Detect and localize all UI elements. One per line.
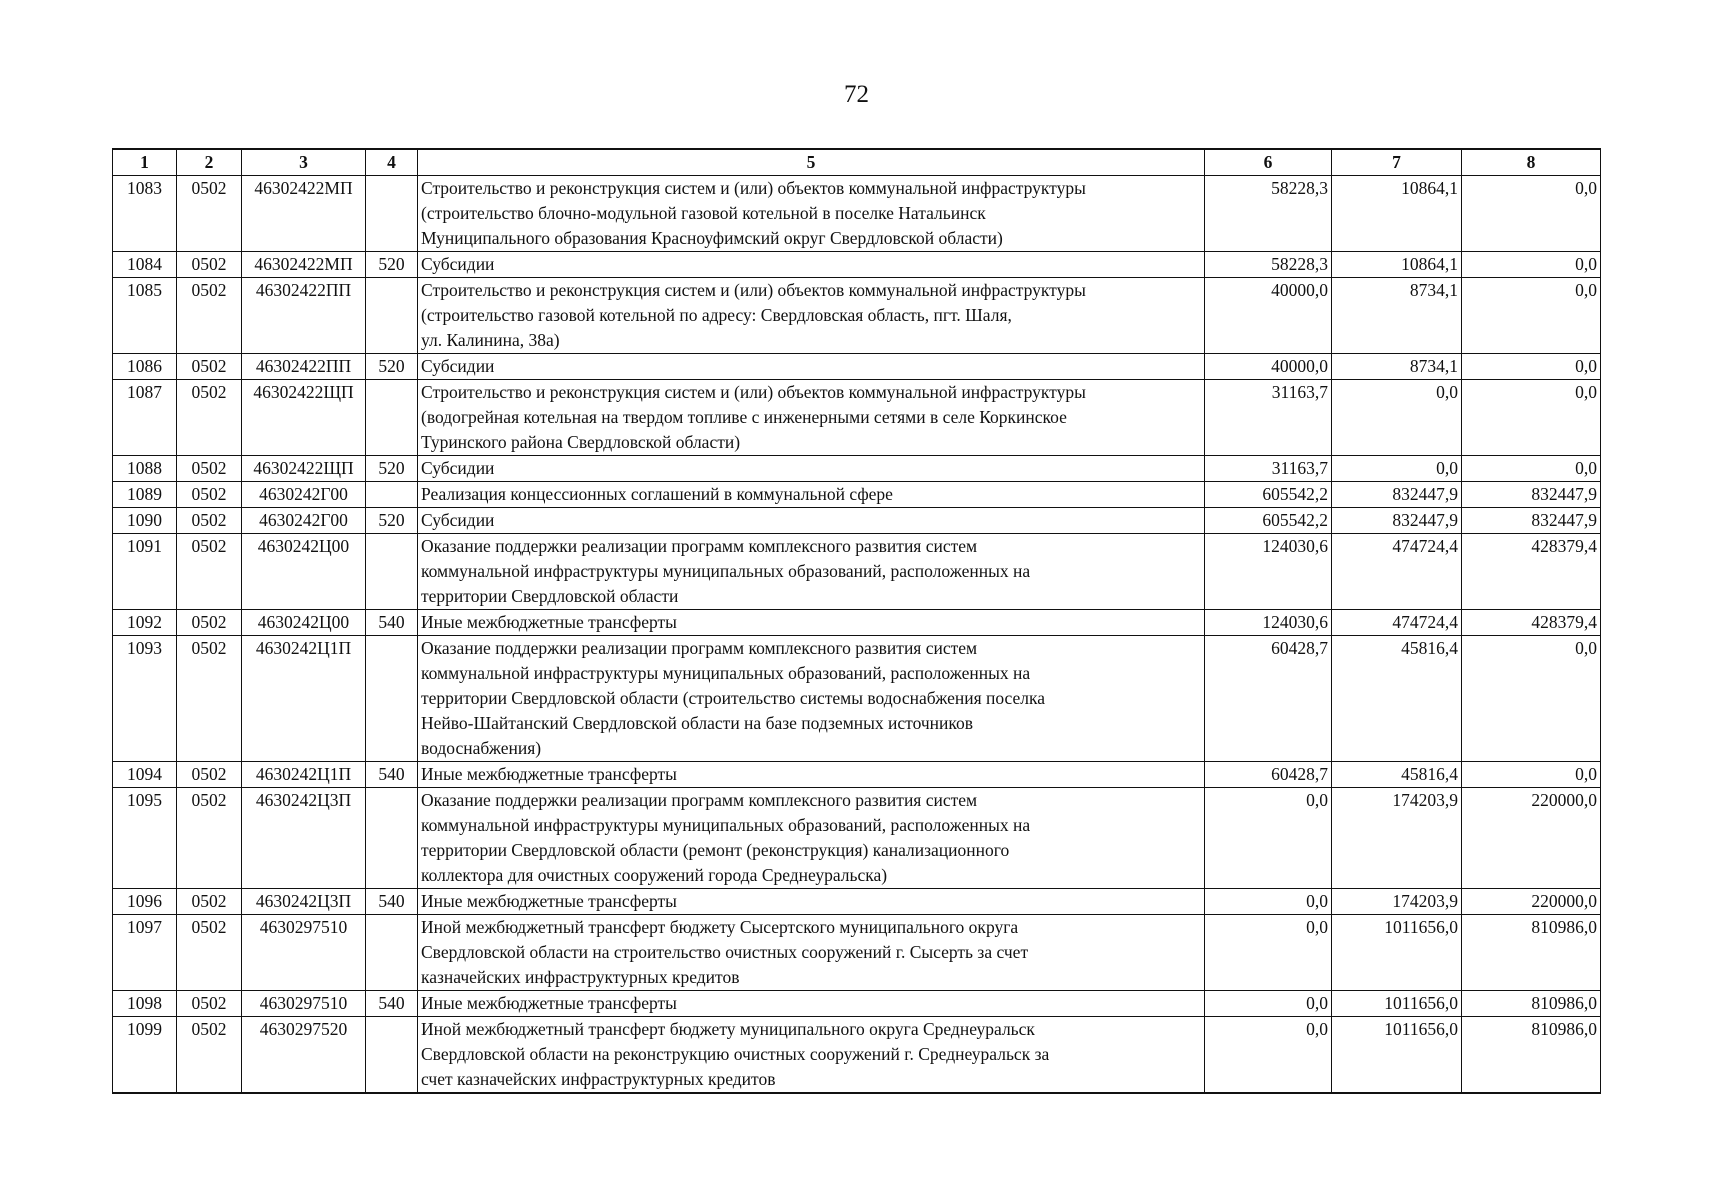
expense-type-cell: 520 <box>366 354 418 380</box>
section-code-cell: 0502 <box>177 762 242 788</box>
amount-col8-cell: 832447,9 <box>1462 508 1601 534</box>
table-row <box>113 534 1601 610</box>
row-number-cell: 1097 <box>113 915 177 991</box>
target-code-cell: 46302422ЩП <box>242 380 366 456</box>
amount-col6-cell: 124030,6 <box>1205 534 1332 610</box>
amount-col6-cell: 31163,7 <box>1205 380 1332 456</box>
amount-col6-cell: 31163,7 <box>1205 456 1332 482</box>
expense-type-cell: 540 <box>366 889 418 915</box>
amount-col7-cell: 8734,1 <box>1332 354 1462 380</box>
expense-type-cell: 520 <box>366 508 418 534</box>
item-name-cell <box>418 788 1205 889</box>
item-name-line: Строительство и реконструкция систем и (или) объектов коммунальной инфраструктуры <box>421 280 1086 300</box>
section-code-cell: 0502 <box>177 508 242 534</box>
item-name-line: Субсидии <box>421 510 495 530</box>
target-code-cell: 4630297510 <box>242 991 366 1017</box>
amount-col6-cell: 60428,7 <box>1205 636 1332 762</box>
section-code-cell: 0502 <box>177 534 242 610</box>
target-code-cell: 4630242Ц00 <box>242 534 366 610</box>
item-name-cell <box>418 991 1205 1017</box>
table-row <box>113 991 1601 1017</box>
item-name-line: территории Свердловской области (ремонт (реконструкция) канализационного <box>421 840 1010 860</box>
item-name-line: (строительство блочно-модульной газовой котельной в поселке Натальинск <box>421 203 986 223</box>
item-name-cell <box>418 482 1205 508</box>
header-row <box>113 149 1601 176</box>
table-row <box>113 354 1601 380</box>
target-code-cell: 4630242Г00 <box>242 482 366 508</box>
amount-col8-cell: 0,0 <box>1462 278 1601 354</box>
item-name-line: Нейво-Шайтанский Свердловской области на базе подземных источников <box>421 713 974 733</box>
expense-type-cell: 540 <box>366 762 418 788</box>
amount-col8-cell: 0,0 <box>1462 636 1601 762</box>
item-name-line: Иные межбюджетные трансферты <box>421 764 677 784</box>
item-name-line: территории Свердловской области (строительство системы водоснабжения поселка <box>421 688 1046 708</box>
table-row <box>113 915 1601 991</box>
target-code-cell: 4630297520 <box>242 1017 366 1094</box>
expense-type-cell <box>366 278 418 354</box>
item-name-line: коммунальной инфраструктуры муниципальных образований, расположенных на <box>421 663 1031 683</box>
table-row <box>113 482 1601 508</box>
amount-col6-cell: 40000,0 <box>1205 354 1332 380</box>
item-name-line: ул. Калинина, 38а) <box>421 330 560 350</box>
column-header: 4 <box>366 149 418 176</box>
row-number-cell: 1095 <box>113 788 177 889</box>
amount-col7-cell: 10864,1 <box>1332 176 1462 252</box>
item-name-line: Оказание поддержки реализации программ комплексного развития систем <box>421 536 978 556</box>
item-name-line: Реализация концессионных соглашений в коммунальной сфере <box>421 484 893 504</box>
amount-col8-cell: 0,0 <box>1462 762 1601 788</box>
amount-col6-cell: 605542,2 <box>1205 508 1332 534</box>
row-number-cell: 1085 <box>113 278 177 354</box>
table-row <box>113 176 1601 252</box>
amount-col6-cell: 0,0 <box>1205 915 1332 991</box>
target-code-cell: 4630242Ц3П <box>242 788 366 889</box>
amount-col6-cell: 58228,3 <box>1205 252 1332 278</box>
row-number-cell: 1098 <box>113 991 177 1017</box>
item-name-line: Иные межбюджетные трансферты <box>421 993 677 1013</box>
target-code-cell: 4630242Ц1П <box>242 636 366 762</box>
row-number-cell: 1086 <box>113 354 177 380</box>
expense-type-cell: 540 <box>366 991 418 1017</box>
table-row <box>113 252 1601 278</box>
amount-col8-cell: 0,0 <box>1462 252 1601 278</box>
amount-col6-cell: 0,0 <box>1205 991 1332 1017</box>
item-name-cell <box>418 380 1205 456</box>
section-code-cell: 0502 <box>177 788 242 889</box>
amount-col7-cell: 474724,4 <box>1332 534 1462 610</box>
amount-col7-cell: 174203,9 <box>1332 889 1462 915</box>
expense-type-cell: 540 <box>366 610 418 636</box>
amount-col7-cell: 0,0 <box>1332 456 1462 482</box>
section-code-cell: 0502 <box>177 636 242 762</box>
column-header: 6 <box>1205 149 1332 176</box>
amount-col8-cell: 428379,4 <box>1462 534 1601 610</box>
expense-type-cell <box>366 915 418 991</box>
amount-col8-cell: 0,0 <box>1462 456 1601 482</box>
target-code-cell: 46302422ПП <box>242 354 366 380</box>
item-name-line: Субсидии <box>421 254 495 274</box>
item-name-line: казначейских инфраструктурных кредитов <box>421 967 740 987</box>
target-code-cell: 4630242Ц1П <box>242 762 366 788</box>
expense-type-cell <box>366 636 418 762</box>
target-code-cell: 46302422ЩП <box>242 456 366 482</box>
amount-col8-cell: 0,0 <box>1462 176 1601 252</box>
expense-type-cell <box>366 176 418 252</box>
row-number-cell: 1093 <box>113 636 177 762</box>
amount-col8-cell: 0,0 <box>1462 354 1601 380</box>
amount-col8-cell: 0,0 <box>1462 380 1601 456</box>
section-code-cell: 0502 <box>177 252 242 278</box>
row-number-cell: 1088 <box>113 456 177 482</box>
section-code-cell: 0502 <box>177 482 242 508</box>
item-name-line: Иные межбюджетные трансферты <box>421 891 677 911</box>
amount-col7-cell: 174203,9 <box>1332 788 1462 889</box>
amount-col6-cell: 0,0 <box>1205 889 1332 915</box>
amount-col8-cell: 810986,0 <box>1462 915 1601 991</box>
item-name-line: Субсидии <box>421 356 495 376</box>
amount-col6-cell: 60428,7 <box>1205 762 1332 788</box>
expense-type-cell: 520 <box>366 456 418 482</box>
item-name-cell <box>418 889 1205 915</box>
target-code-cell: 4630242Г00 <box>242 508 366 534</box>
row-number-cell: 1083 <box>113 176 177 252</box>
item-name-cell <box>418 508 1205 534</box>
amount-col8-cell: 810986,0 <box>1462 1017 1601 1094</box>
target-code-cell: 46302422МП <box>242 176 366 252</box>
table-body <box>113 176 1601 1094</box>
row-number-cell: 1089 <box>113 482 177 508</box>
expense-type-cell <box>366 482 418 508</box>
item-name-line: (водогрейная котельная на твердом топливе с инженерными сетями в селе Коркинское <box>421 407 1067 427</box>
column-header: 1 <box>113 149 177 176</box>
item-name-cell <box>418 176 1205 252</box>
amount-col7-cell: 474724,4 <box>1332 610 1462 636</box>
table-row <box>113 508 1601 534</box>
item-name-cell <box>418 636 1205 762</box>
item-name-line: Иной межбюджетный трансферт бюджету муниципального округа Среднеуральск <box>421 1019 1035 1039</box>
item-name-line: территории Свердловской области <box>421 586 679 606</box>
item-name-cell <box>418 252 1205 278</box>
expense-type-cell <box>366 380 418 456</box>
item-name-cell <box>418 534 1205 610</box>
row-number-cell: 1092 <box>113 610 177 636</box>
item-name-line: Иной межбюджетный трансферт бюджету Сысертского муниципального округа <box>421 917 1019 937</box>
table-row <box>113 1017 1601 1094</box>
item-name-line: Иные межбюджетные трансферты <box>421 612 677 632</box>
section-code-cell: 0502 <box>177 380 242 456</box>
table-row <box>113 788 1601 889</box>
item-name-line: Строительство и реконструкция систем и (или) объектов коммунальной инфраструктуры <box>421 178 1086 198</box>
page-number: 72 <box>844 81 869 108</box>
item-name-line: счет казначейских инфраструктурных кредитов <box>421 1069 776 1089</box>
expense-type-cell <box>366 534 418 610</box>
item-name-line: коллектора для очистных сооружений города Среднеуральска) <box>421 865 888 885</box>
item-name-cell <box>418 278 1205 354</box>
amount-col8-cell: 810986,0 <box>1462 991 1601 1017</box>
item-name-line: водоснабжения) <box>421 738 542 758</box>
amount-col8-cell: 832447,9 <box>1462 482 1601 508</box>
section-code-cell: 0502 <box>177 456 242 482</box>
table-row <box>113 636 1601 762</box>
expense-type-cell <box>366 1017 418 1094</box>
expense-type-cell <box>366 788 418 889</box>
row-number-cell: 1084 <box>113 252 177 278</box>
amount-col6-cell: 58228,3 <box>1205 176 1332 252</box>
section-code-cell: 0502 <box>177 176 242 252</box>
target-code-cell: 4630297510 <box>242 915 366 991</box>
section-code-cell: 0502 <box>177 915 242 991</box>
row-number-cell: 1094 <box>113 762 177 788</box>
section-code-cell: 0502 <box>177 1017 242 1094</box>
item-name-cell <box>418 610 1205 636</box>
item-name-cell <box>418 456 1205 482</box>
amount-col6-cell: 605542,2 <box>1205 482 1332 508</box>
section-code-cell: 0502 <box>177 354 242 380</box>
amount-col7-cell: 45816,4 <box>1332 762 1462 788</box>
row-number-cell: 1090 <box>113 508 177 534</box>
column-header: 5 <box>418 149 1205 176</box>
amount-col7-cell: 1011656,0 <box>1332 1017 1462 1094</box>
column-header: 2 <box>177 149 242 176</box>
target-code-cell: 4630242Ц00 <box>242 610 366 636</box>
target-code-cell: 46302422ПП <box>242 278 366 354</box>
table-row <box>113 762 1601 788</box>
amount-col7-cell: 832447,9 <box>1332 482 1462 508</box>
item-name-line: Оказание поддержки реализации программ комплексного развития систем <box>421 638 978 658</box>
section-code-cell: 0502 <box>177 889 242 915</box>
table-row <box>113 278 1601 354</box>
amount-col8-cell: 428379,4 <box>1462 610 1601 636</box>
amount-col8-cell: 220000,0 <box>1462 889 1601 915</box>
item-name-line: Оказание поддержки реализации программ комплексного развития систем <box>421 790 978 810</box>
item-name-cell <box>418 915 1205 991</box>
amount-col7-cell: 10864,1 <box>1332 252 1462 278</box>
amount-col7-cell: 1011656,0 <box>1332 991 1462 1017</box>
item-name-line: Свердловской области на строительство очистных сооружений г. Сысерть за счет <box>421 942 1029 962</box>
row-number-cell: 1096 <box>113 889 177 915</box>
table-row <box>113 456 1601 482</box>
amount-col6-cell: 0,0 <box>1205 1017 1332 1094</box>
budget-table <box>112 148 1601 1094</box>
section-code-cell: 0502 <box>177 278 242 354</box>
column-header: 7 <box>1332 149 1462 176</box>
row-number-cell: 1091 <box>113 534 177 610</box>
amount-col7-cell: 832447,9 <box>1332 508 1462 534</box>
item-name-line: коммунальной инфраструктуры муниципальных образований, расположенных на <box>421 815 1031 835</box>
amount-col6-cell: 124030,6 <box>1205 610 1332 636</box>
item-name-cell <box>418 1017 1205 1094</box>
table-row <box>113 889 1601 915</box>
item-name-line: коммунальной инфраструктуры муниципальных образований, расположенных на <box>421 561 1031 581</box>
table-row <box>113 610 1601 636</box>
column-header: 3 <box>242 149 366 176</box>
amount-col6-cell: 40000,0 <box>1205 278 1332 354</box>
table-row <box>113 380 1601 456</box>
amount-col7-cell: 45816,4 <box>1332 636 1462 762</box>
item-name-line: Туринского района Свердловской области) <box>421 432 741 452</box>
item-name-line: Строительство и реконструкция систем и (или) объектов коммунальной инфраструктуры <box>421 382 1086 402</box>
section-code-cell: 0502 <box>177 610 242 636</box>
amount-col7-cell: 8734,1 <box>1332 278 1462 354</box>
target-code-cell: 4630242Ц3П <box>242 889 366 915</box>
item-name-line: Муниципального образования Красноуфимский округ Свердловской области) <box>421 228 1003 248</box>
amount-col7-cell: 1011656,0 <box>1332 915 1462 991</box>
section-code-cell: 0502 <box>177 991 242 1017</box>
item-name-line: Свердловской области на реконструкцию очистных сооружений г. Среднеуральск за <box>421 1044 1050 1064</box>
item-name-line: Субсидии <box>421 458 495 478</box>
item-name-cell <box>418 762 1205 788</box>
expense-type-cell: 520 <box>366 252 418 278</box>
column-header: 8 <box>1462 149 1601 176</box>
amount-col8-cell: 220000,0 <box>1462 788 1601 889</box>
amount-col7-cell: 0,0 <box>1332 380 1462 456</box>
row-number-cell: 1087 <box>113 380 177 456</box>
item-name-line: (строительство газовой котельной по адресу: Свердловская область, пгт. Шаля, <box>421 305 1012 325</box>
amount-col6-cell: 0,0 <box>1205 788 1332 889</box>
target-code-cell: 46302422МП <box>242 252 366 278</box>
row-number-cell: 1099 <box>113 1017 177 1094</box>
item-name-cell <box>418 354 1205 380</box>
